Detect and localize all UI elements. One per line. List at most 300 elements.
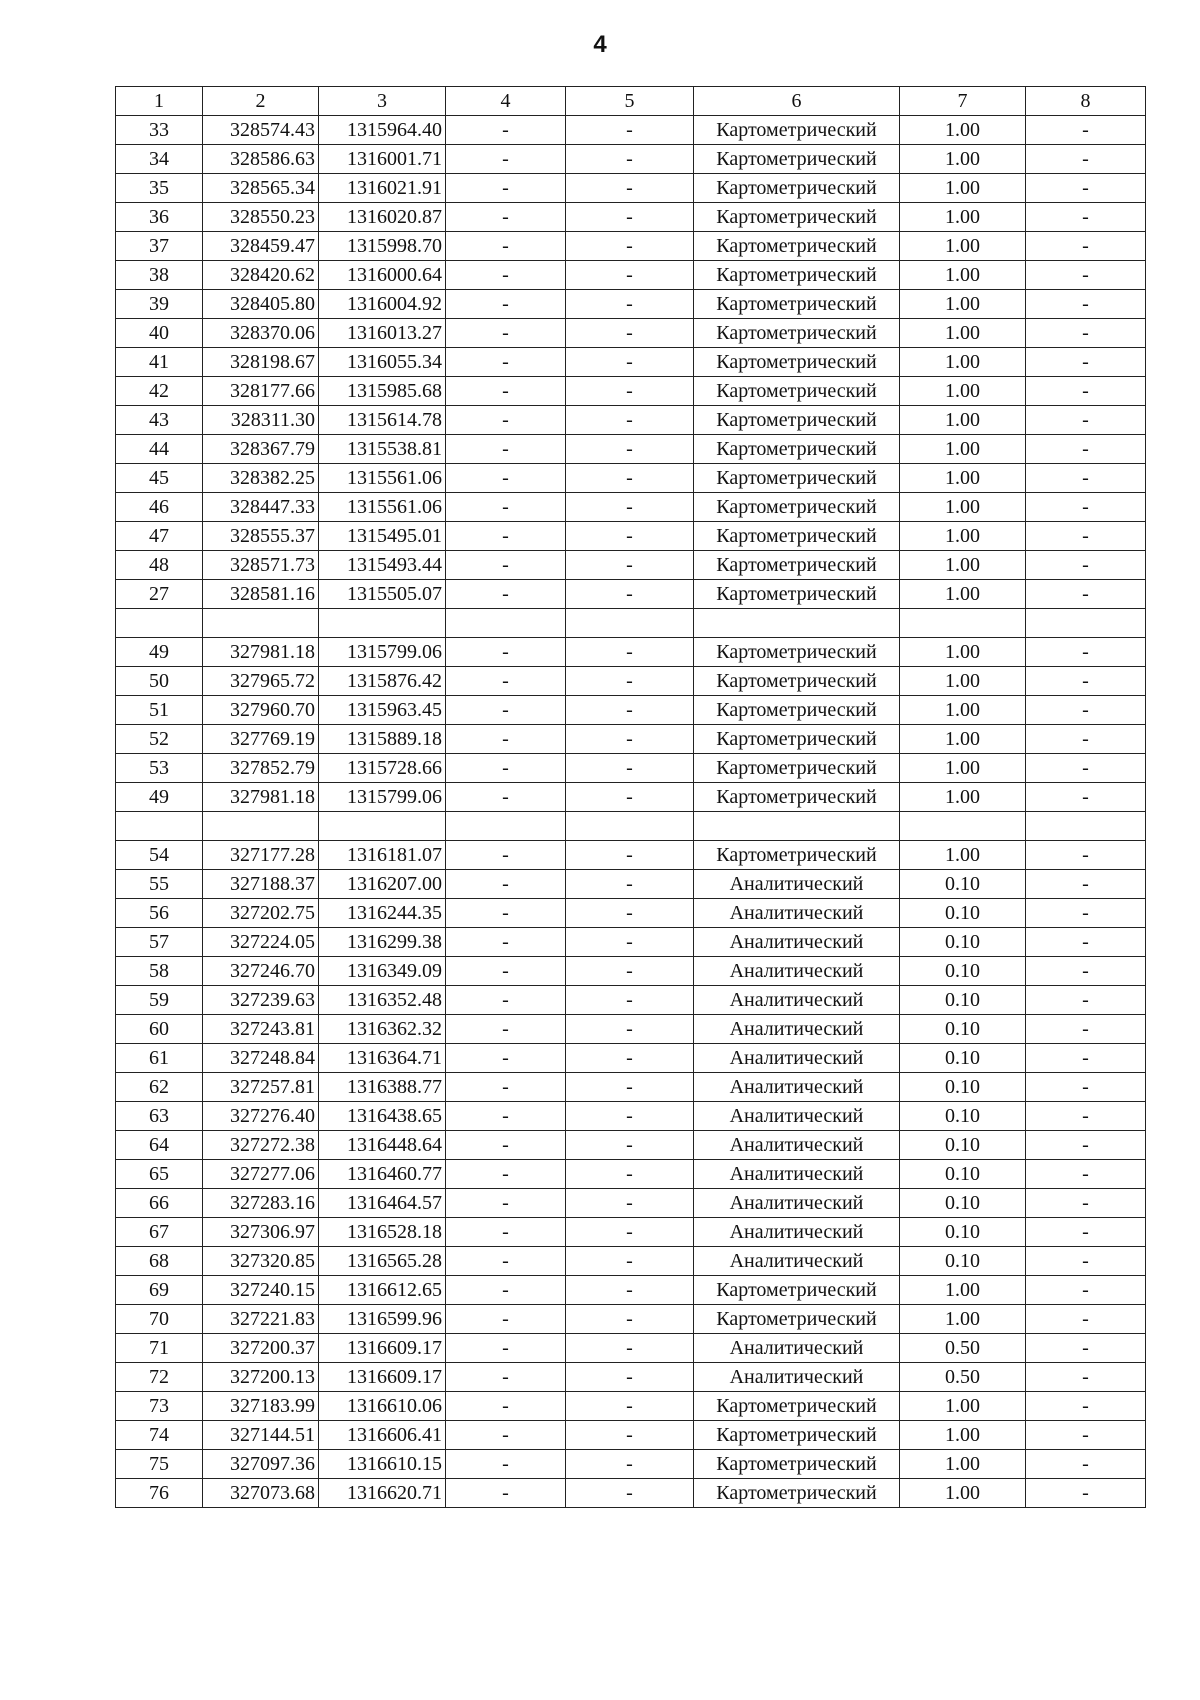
table-row <box>116 1247 1146 1276</box>
table-row <box>116 290 1146 319</box>
table-cell: 1.00 <box>900 464 1026 493</box>
page-number: 4 <box>593 31 607 58</box>
table-cell: - <box>446 1044 566 1073</box>
table-cell: 1.00 <box>900 348 1026 377</box>
table-cell: - <box>566 116 694 145</box>
table-cell: - <box>1026 406 1146 435</box>
table-row <box>116 1421 1146 1450</box>
table-row <box>116 783 1146 812</box>
table-cell: - <box>446 986 566 1015</box>
table-cell: 327276.40 <box>203 1102 319 1131</box>
table-cell: 1316610.06 <box>319 1392 446 1421</box>
table-cell: - <box>1026 1102 1146 1131</box>
table-cell: 65 <box>116 1160 203 1189</box>
table-row <box>116 1044 1146 1073</box>
table-cell: 66 <box>116 1189 203 1218</box>
table-row <box>116 232 1146 261</box>
table-cell: 1.00 <box>900 1305 1026 1334</box>
table-cell: 0.10 <box>900 986 1026 1015</box>
table-cell: - <box>1026 203 1146 232</box>
table-cell <box>446 609 566 638</box>
table-cell: - <box>566 493 694 522</box>
table-cell: Картометрический <box>694 203 900 232</box>
table-cell: 328550.23 <box>203 203 319 232</box>
table-cell: 57 <box>116 928 203 957</box>
table-cell: 41 <box>116 348 203 377</box>
table-cell: 1316352.48 <box>319 986 446 1015</box>
table-row <box>116 899 1146 928</box>
table-cell: - <box>566 1363 694 1392</box>
table-cell: - <box>1026 667 1146 696</box>
table-cell: 328382.25 <box>203 464 319 493</box>
table-cell: - <box>1026 841 1146 870</box>
header-cell: 7 <box>900 87 1026 116</box>
table-row <box>116 1015 1146 1044</box>
table-cell: 327240.15 <box>203 1276 319 1305</box>
table-cell: 1316464.57 <box>319 1189 446 1218</box>
table-row <box>116 1479 1146 1508</box>
table-cell: 45 <box>116 464 203 493</box>
table-cell: - <box>1026 116 1146 145</box>
table-cell: - <box>566 145 694 174</box>
table-cell: - <box>1026 1363 1146 1392</box>
table-cell: 0.10 <box>900 1247 1026 1276</box>
table-cell: 327257.81 <box>203 1073 319 1102</box>
table-cell: 327097.36 <box>203 1450 319 1479</box>
table-cell <box>900 609 1026 638</box>
table-cell: Аналитический <box>694 1015 900 1044</box>
table-cell: 1316438.65 <box>319 1102 446 1131</box>
table-cell: - <box>446 1160 566 1189</box>
table-cell: 327177.28 <box>203 841 319 870</box>
table-cell: 76 <box>116 1479 203 1508</box>
table-cell: 1.00 <box>900 145 1026 174</box>
table-cell: - <box>1026 435 1146 464</box>
table-cell: - <box>1026 957 1146 986</box>
table-cell: 1316609.17 <box>319 1363 446 1392</box>
table-cell: Аналитический <box>694 1334 900 1363</box>
table-cell: - <box>566 1218 694 1247</box>
table-cell: 1316610.15 <box>319 1450 446 1479</box>
table-row <box>116 696 1146 725</box>
table-cell: 49 <box>116 783 203 812</box>
table-cell: - <box>446 174 566 203</box>
table-cell: - <box>1026 1073 1146 1102</box>
table-separator-row <box>116 812 1146 841</box>
table-cell: - <box>446 522 566 551</box>
table-cell: Аналитический <box>694 1160 900 1189</box>
table-row <box>116 319 1146 348</box>
table-cell: - <box>566 841 694 870</box>
table-cell: 1316001.71 <box>319 145 446 174</box>
table-cell: 1.00 <box>900 841 1026 870</box>
table-cell: 1.00 <box>900 319 1026 348</box>
table-cell: Картометрический <box>694 1421 900 1450</box>
table-cell: - <box>446 1276 566 1305</box>
table-cell: - <box>566 667 694 696</box>
table-cell: Картометрический <box>694 232 900 261</box>
table-cell: Картометрический <box>694 522 900 551</box>
table-cell: - <box>446 638 566 667</box>
table-cell: 72 <box>116 1363 203 1392</box>
table-cell <box>116 812 203 841</box>
table-cell: - <box>446 203 566 232</box>
table-cell: - <box>446 899 566 928</box>
table-cell: 73 <box>116 1392 203 1421</box>
table-cell: - <box>1026 1247 1146 1276</box>
table-cell: 327981.18 <box>203 783 319 812</box>
table-cell: - <box>1026 319 1146 348</box>
table-cell: - <box>446 464 566 493</box>
table-cell: - <box>1026 522 1146 551</box>
table-cell: 328405.80 <box>203 290 319 319</box>
table-cell: - <box>566 580 694 609</box>
table-cell: 37 <box>116 232 203 261</box>
table-cell: 0.10 <box>900 1044 1026 1073</box>
table-cell: 1.00 <box>900 1479 1026 1508</box>
table-cell <box>694 812 900 841</box>
table-cell: Картометрический <box>694 319 900 348</box>
table-cell: - <box>1026 145 1146 174</box>
table-cell: - <box>1026 1218 1146 1247</box>
table-cell: 1.00 <box>900 406 1026 435</box>
table-cell: - <box>566 638 694 667</box>
table-cell: Картометрический <box>694 261 900 290</box>
table-cell: 327183.99 <box>203 1392 319 1421</box>
table-cell <box>566 609 694 638</box>
table-cell: 1316349.09 <box>319 957 446 986</box>
table-cell: 54 <box>116 841 203 870</box>
table-cell: - <box>446 1073 566 1102</box>
table-cell: 327320.85 <box>203 1247 319 1276</box>
table-cell: 327965.72 <box>203 667 319 696</box>
table-cell <box>900 812 1026 841</box>
table-cell <box>203 812 319 841</box>
table-row <box>116 377 1146 406</box>
table-cell: 1316565.28 <box>319 1247 446 1276</box>
table-cell <box>694 609 900 638</box>
table-cell: 328565.34 <box>203 174 319 203</box>
table-cell: 53 <box>116 754 203 783</box>
table-cell: 27 <box>116 580 203 609</box>
table-row <box>116 580 1146 609</box>
header-cell: 3 <box>319 87 446 116</box>
table-cell: - <box>566 870 694 899</box>
table-cell: - <box>566 1044 694 1073</box>
table-cell: 1.00 <box>900 1392 1026 1421</box>
table-cell: 36 <box>116 203 203 232</box>
table-cell: Картометрический <box>694 348 900 377</box>
table-cell: - <box>1026 1160 1146 1189</box>
table-cell: - <box>446 1218 566 1247</box>
table-cell: 1316055.34 <box>319 348 446 377</box>
table-cell: 327283.16 <box>203 1189 319 1218</box>
table-cell: - <box>446 1015 566 1044</box>
table-cell: - <box>446 667 566 696</box>
table-cell: 1.00 <box>900 203 1026 232</box>
table-cell: Картометрический <box>694 580 900 609</box>
table-row <box>116 145 1146 174</box>
table-row <box>116 754 1146 783</box>
table-cell: 62 <box>116 1073 203 1102</box>
table-row <box>116 725 1146 754</box>
table-cell: - <box>446 232 566 261</box>
table-cell: Картометрический <box>694 435 900 464</box>
table-cell: - <box>566 928 694 957</box>
table-cell: - <box>446 261 566 290</box>
table-cell: 70 <box>116 1305 203 1334</box>
table-cell: 1316000.64 <box>319 261 446 290</box>
table-cell: 1.00 <box>900 232 1026 261</box>
table-cell: 327221.83 <box>203 1305 319 1334</box>
table-cell: 69 <box>116 1276 203 1305</box>
table-cell: 74 <box>116 1421 203 1450</box>
table-cell: - <box>566 1102 694 1131</box>
header-cell: 1 <box>116 87 203 116</box>
table-cell: - <box>446 783 566 812</box>
table-cell: 328555.37 <box>203 522 319 551</box>
table-cell: 68 <box>116 1247 203 1276</box>
table-cell: 1315505.07 <box>319 580 446 609</box>
table-cell: - <box>1026 1044 1146 1073</box>
table-cell: 60 <box>116 1015 203 1044</box>
table-cell: - <box>566 783 694 812</box>
table-cell: - <box>1026 899 1146 928</box>
table-cell: 0.10 <box>900 957 1026 986</box>
table-cell: 328586.63 <box>203 145 319 174</box>
table-cell <box>319 812 446 841</box>
table-cell: 328447.33 <box>203 493 319 522</box>
table-cell: 1316299.38 <box>319 928 446 957</box>
table-cell: 328420.62 <box>203 261 319 290</box>
table-cell: 46 <box>116 493 203 522</box>
table-cell: - <box>566 377 694 406</box>
table-cell: 1315561.06 <box>319 493 446 522</box>
table-cell: 1.00 <box>900 116 1026 145</box>
table-row <box>116 551 1146 580</box>
table-cell <box>319 609 446 638</box>
table-cell: 1316362.32 <box>319 1015 446 1044</box>
table-cell: 1.00 <box>900 493 1026 522</box>
table-cell: 1.00 <box>900 580 1026 609</box>
table-cell: Аналитический <box>694 986 900 1015</box>
table-cell: 0.10 <box>900 1189 1026 1218</box>
table-cell: - <box>566 696 694 725</box>
table-cell: - <box>446 493 566 522</box>
table-cell: Аналитический <box>694 899 900 928</box>
table-cell: 71 <box>116 1334 203 1363</box>
table-cell: 48 <box>116 551 203 580</box>
table-cell: 1.00 <box>900 667 1026 696</box>
table-cell: - <box>566 348 694 377</box>
table-cell: 328370.06 <box>203 319 319 348</box>
table-cell: Картометрический <box>694 1479 900 1508</box>
table-cell: 1316388.77 <box>319 1073 446 1102</box>
table-cell: 1316207.00 <box>319 870 446 899</box>
table-cell: - <box>1026 174 1146 203</box>
table-cell: 1.00 <box>900 1276 1026 1305</box>
table-cell: 1316609.17 <box>319 1334 446 1363</box>
table-cell: - <box>446 580 566 609</box>
table-cell: 327243.81 <box>203 1015 319 1044</box>
table-cell: - <box>446 290 566 319</box>
table-row <box>116 1073 1146 1102</box>
table-cell: - <box>566 319 694 348</box>
table-cell: 35 <box>116 174 203 203</box>
table-cell: - <box>446 1363 566 1392</box>
table-cell: - <box>1026 348 1146 377</box>
table-cell: 327960.70 <box>203 696 319 725</box>
table-cell: Картометрический <box>694 464 900 493</box>
table-cell: Картометрический <box>694 725 900 754</box>
table-cell: 327202.75 <box>203 899 319 928</box>
table-cell: Картометрический <box>694 145 900 174</box>
table-cell: - <box>1026 725 1146 754</box>
table-cell: - <box>1026 551 1146 580</box>
table-cell: - <box>446 1131 566 1160</box>
table-cell: - <box>1026 1189 1146 1218</box>
table-cell: - <box>446 1102 566 1131</box>
table-row <box>116 203 1146 232</box>
table-cell: 1316181.07 <box>319 841 446 870</box>
table-cell: 1316612.65 <box>319 1276 446 1305</box>
table-row <box>116 493 1146 522</box>
table-cell: Аналитический <box>694 1218 900 1247</box>
table-cell: 327224.05 <box>203 928 319 957</box>
table-row <box>116 928 1146 957</box>
table-cell: 1315963.45 <box>319 696 446 725</box>
table-row <box>116 261 1146 290</box>
table-cell: Аналитический <box>694 1073 900 1102</box>
table-cell: 0.10 <box>900 1073 1026 1102</box>
header-cell: 5 <box>566 87 694 116</box>
table-row <box>116 1276 1146 1305</box>
table-cell: 1.00 <box>900 696 1026 725</box>
table-row <box>116 957 1146 986</box>
table-cell: - <box>566 1305 694 1334</box>
table-cell: - <box>1026 464 1146 493</box>
table-cell: - <box>566 464 694 493</box>
table-cell: 67 <box>116 1218 203 1247</box>
table-cell: - <box>1026 1305 1146 1334</box>
table-cell <box>1026 609 1146 638</box>
table-cell: 1316244.35 <box>319 899 446 928</box>
table-cell: - <box>446 319 566 348</box>
table-cell: - <box>566 1131 694 1160</box>
table-cell: - <box>566 406 694 435</box>
table-cell: 39 <box>116 290 203 319</box>
table-cell: 327852.79 <box>203 754 319 783</box>
table-cell: Аналитический <box>694 1131 900 1160</box>
table-cell: - <box>1026 580 1146 609</box>
table-cell: - <box>1026 754 1146 783</box>
table-cell: - <box>1026 638 1146 667</box>
table-cell: 1316620.71 <box>319 1479 446 1508</box>
table-cell: 1315998.70 <box>319 232 446 261</box>
table-cell: - <box>566 986 694 1015</box>
table-cell: 1315493.44 <box>319 551 446 580</box>
table-row <box>116 1305 1146 1334</box>
table-body <box>116 87 1146 1508</box>
table-cell: - <box>1026 261 1146 290</box>
table-cell: 1.00 <box>900 1450 1026 1479</box>
table-cell: - <box>446 841 566 870</box>
table-cell: Картометрический <box>694 696 900 725</box>
table-cell <box>116 609 203 638</box>
table-cell: 328311.30 <box>203 406 319 435</box>
table-cell: 1315614.78 <box>319 406 446 435</box>
table-cell: 38 <box>116 261 203 290</box>
table-cell: - <box>1026 986 1146 1015</box>
table-cell: - <box>1026 377 1146 406</box>
table-cell: - <box>446 1450 566 1479</box>
table-cell: - <box>446 1247 566 1276</box>
table-cell: 0.10 <box>900 1160 1026 1189</box>
table-cell: - <box>566 1247 694 1276</box>
table-cell: Аналитический <box>694 1102 900 1131</box>
table-row <box>116 174 1146 203</box>
table-cell: 49 <box>116 638 203 667</box>
table-cell: 0.10 <box>900 1131 1026 1160</box>
table-cell: - <box>446 957 566 986</box>
table-cell: - <box>566 261 694 290</box>
table-cell: - <box>566 435 694 464</box>
table-cell: - <box>446 1189 566 1218</box>
table-row <box>116 1160 1146 1189</box>
table-cell: - <box>1026 493 1146 522</box>
table-cell: 1315799.06 <box>319 638 446 667</box>
table-cell: 327200.37 <box>203 1334 319 1363</box>
table-cell: - <box>566 899 694 928</box>
header-cell: 4 <box>446 87 566 116</box>
table-cell: 1316599.96 <box>319 1305 446 1334</box>
table-cell: Аналитический <box>694 1044 900 1073</box>
table-cell: 1315876.42 <box>319 667 446 696</box>
table-cell: Картометрический <box>694 1305 900 1334</box>
table-row <box>116 1102 1146 1131</box>
table-cell: 328198.67 <box>203 348 319 377</box>
table-cell: 327073.68 <box>203 1479 319 1508</box>
table-cell: - <box>566 1160 694 1189</box>
table-cell: 1315985.68 <box>319 377 446 406</box>
table-cell: 327200.13 <box>203 1363 319 1392</box>
table-cell: Картометрический <box>694 1392 900 1421</box>
table-cell: 61 <box>116 1044 203 1073</box>
table-cell: 1316021.91 <box>319 174 446 203</box>
table-cell: Картометрический <box>694 406 900 435</box>
table-cell: 59 <box>116 986 203 1015</box>
table-cell: - <box>566 232 694 261</box>
table-cell: Картометрический <box>694 1450 900 1479</box>
table-cell: - <box>446 1421 566 1450</box>
table-cell: 33 <box>116 116 203 145</box>
table-cell: - <box>446 696 566 725</box>
table-cell: - <box>1026 1479 1146 1508</box>
table-cell: - <box>566 1276 694 1305</box>
table-cell: - <box>566 203 694 232</box>
table-cell: Картометрический <box>694 174 900 203</box>
table-cell: Аналитический <box>694 1363 900 1392</box>
table-cell: 56 <box>116 899 203 928</box>
table-cell: 327248.84 <box>203 1044 319 1073</box>
table-cell: 327981.18 <box>203 638 319 667</box>
table-cell: - <box>1026 783 1146 812</box>
table-cell: - <box>1026 1450 1146 1479</box>
table-cell: Аналитический <box>694 1247 900 1276</box>
table-row <box>116 638 1146 667</box>
table-cell: 40 <box>116 319 203 348</box>
table-row <box>116 406 1146 435</box>
